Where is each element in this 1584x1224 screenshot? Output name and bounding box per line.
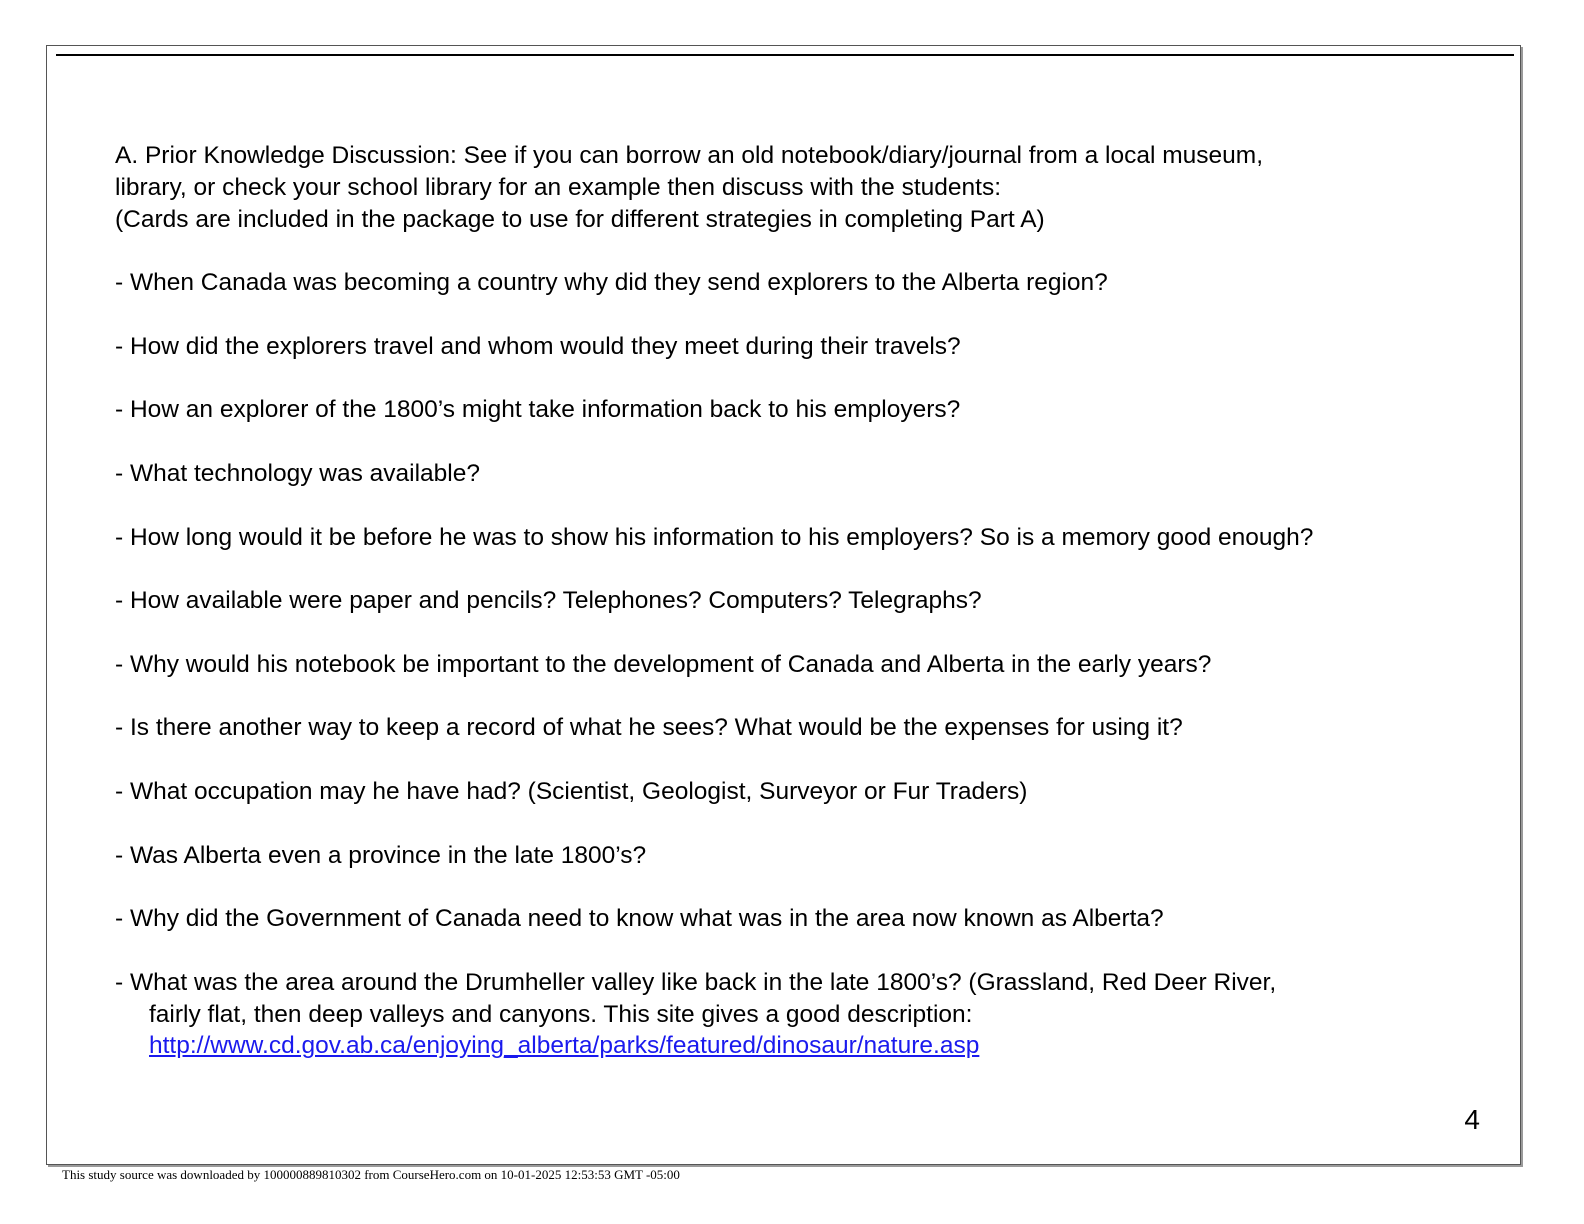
question-item: - Is there another way to keep a record of what he sees? What would be the expenses for using it? xyxy=(115,714,1183,742)
page-frame xyxy=(46,45,1521,1165)
question-item: - Was Alberta even a province in the late 1800’s? xyxy=(115,841,647,869)
question-item: - How did the explorers travel and whom would they meet during their travels? xyxy=(115,332,961,360)
question-list xyxy=(115,267,1510,1062)
question-item: - How an explorer of the 1800’s might take information back to his employers? xyxy=(115,396,961,424)
page-number: 4 xyxy=(1464,1104,1480,1135)
question-line: - What was the area around the Drumheller valley like back in the late 1800’s? (Grassland, Red Deer River, xyxy=(115,968,1277,996)
nature-site-link[interactable]: http://www.cd.gov.ab.ca/enjoying_alberta/parks/featured/dinosaur/nature.asp xyxy=(149,1032,980,1060)
intro-line: (Cards are included in the package to use for different strategies in completing Part A) xyxy=(115,205,1045,233)
question-item-drumheller xyxy=(115,967,1510,1062)
question-link-line xyxy=(115,1030,1510,1062)
question-item: - When Canada was becoming a country why did they send explorers to the Alberta region? xyxy=(115,269,1108,297)
question-item: - Why would his notebook be important to the development of Canada and Alberta in the early years? xyxy=(115,650,1212,678)
intro-line: A. Prior Knowledge Discussion: See if you can borrow an old notebook/diary/journal from a local museum, xyxy=(115,142,1263,169)
download-footer: This study source was downloaded by 100000889810302 from CourseHero.com on 10-01-2025 12:53:53 GMT -05:00 xyxy=(62,1167,680,1182)
document-content xyxy=(115,140,1510,1094)
question-item: - What occupation may he have had? (Scientist, Geologist, Surveyor or Fur Traders) xyxy=(115,777,1028,805)
question-item: - How long would it be before he was to show his information to his employers? So is a memory good enough? xyxy=(115,523,1314,551)
top-rule xyxy=(56,54,1514,56)
intro-paragraph xyxy=(115,140,1510,235)
intro-line: library, or check your school library for an example then discuss with the students: xyxy=(115,173,1002,201)
question-item: - What technology was available? xyxy=(115,459,480,487)
question-item: - How available were paper and pencils? Telephones? Computers? Telegraphs? xyxy=(115,587,982,615)
question-item: - Why did the Government of Canada need to know what was in the area now known as Alberta? xyxy=(115,905,1164,933)
question-line: fairly flat, then deep valleys and canyons. This site gives a good description: xyxy=(149,1000,973,1028)
